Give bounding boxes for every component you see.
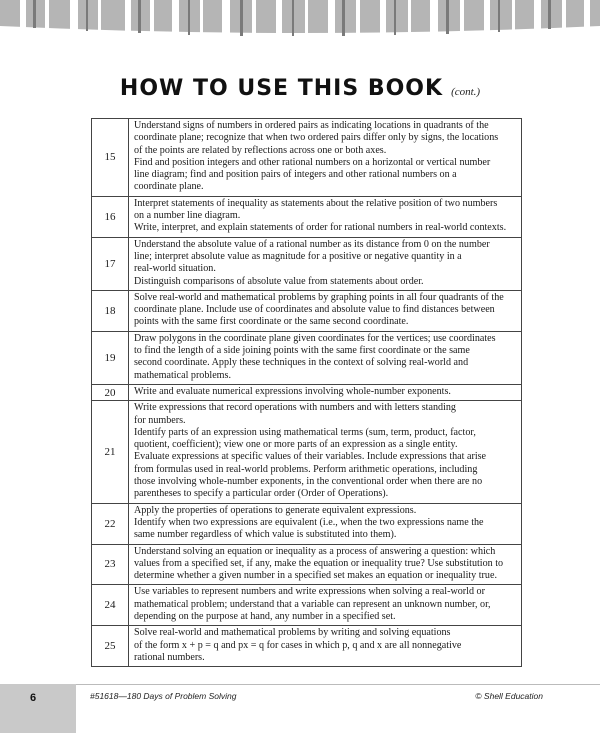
standard-text-line: Evaluate expressions at specific values of their variables. Include expressions that arise	[134, 451, 487, 463]
standard-text-line: values from a specified set, if any, make the equation or inequality true? Use substitution to	[134, 557, 504, 569]
standard-description	[129, 626, 522, 667]
standard-text-line: Write expressions that record operations with numbers and with letters standing	[134, 402, 456, 414]
standard-description	[129, 544, 522, 585]
standard-description	[129, 119, 522, 197]
standard-row	[92, 196, 522, 237]
standard-number: 15	[92, 119, 129, 197]
standards-table	[91, 118, 522, 667]
page-title: HOW TO USE THIS BOOK	[119, 76, 444, 101]
page-subtitle: (cont.)	[451, 86, 481, 98]
standard-text-line: second coordinate. Apply these techniques in the context of solving real-world and	[134, 357, 469, 369]
standard-text-line: Draw polygons in the coordinate plane given coordinates for the vertices; use coordinates	[134, 332, 496, 344]
standard-number: 18	[92, 290, 129, 331]
standard-text-line: determine whether a given number in a specified set makes an equation or inequality true.	[134, 570, 497, 582]
standard-text-line: Solve real-world and mathematical problems by writing and solving equations	[134, 627, 451, 639]
standard-number: 17	[92, 237, 129, 290]
standard-text-line: Write, interpret, and explain statements of order for rational numbers in real-world contexts.	[134, 222, 507, 234]
standard-number: 16	[92, 196, 129, 237]
standard-description	[129, 384, 522, 400]
standard-text-line: rational numbers.	[134, 651, 205, 663]
standard-text-line: Apply the properties of operations to generate equivalent expressions.	[134, 504, 417, 516]
standard-text-line: on a number line diagram.	[134, 210, 241, 222]
standard-text-line: Understand the absolute value of a rational number as its distance from 0 on the number	[134, 238, 490, 250]
standard-text-line: of the points are related by reflections across one or both axes.	[134, 144, 387, 156]
standard-row	[92, 384, 522, 400]
page-heading	[0, 76, 600, 101]
standard-number: 22	[92, 503, 129, 544]
standard-description	[129, 401, 522, 503]
standard-description	[129, 237, 522, 290]
standard-text-line: points with the same first coordinate or the same second coordinate.	[134, 316, 409, 328]
standard-text-line: mathematical problem; understand that a variable can represent an unknown number, or,	[134, 598, 491, 610]
standard-text-line: from formulas used in real-world problems. Perform arithmetic operations, including	[134, 463, 478, 475]
standard-text-line: coordinate plane. Include use of coordinates and absolute value to find distances between	[134, 304, 495, 316]
standard-text-line: line diagram; find and position pairs of integers and other rational numbers on a	[134, 169, 457, 181]
footer-product: #51618—180 Days of Problem Solving	[90, 691, 237, 701]
standard-text-line: mathematical problems.	[134, 369, 231, 381]
standard-text-line: line; interpret absolute value as magnitude for a positive or negative quantity in a	[134, 250, 462, 262]
standard-text-line: Identify parts of an expression using mathematical terms (sum, term, product, factor,	[134, 426, 476, 438]
standard-row	[92, 585, 522, 626]
standard-row	[92, 290, 522, 331]
standard-description	[129, 290, 522, 331]
standard-description	[129, 331, 522, 384]
standard-text-line: Solve real-world and mathematical problems by graphing points in all four quadrants of the	[134, 291, 504, 303]
standard-number: 21	[92, 401, 129, 503]
standard-text-line: Understand solving an equation or inequality as a process of answering a question: which	[134, 545, 496, 557]
standard-description	[129, 503, 522, 544]
standard-row	[92, 119, 522, 197]
standard-row	[92, 401, 522, 503]
standard-text-line: parentheses to specify a particular order (Order of Operations).	[134, 488, 389, 500]
standard-text-line: Use variables to represent numbers and write expressions when solving a real-world or	[134, 586, 485, 598]
standard-description	[129, 196, 522, 237]
standard-number: 23	[92, 544, 129, 585]
standard-row	[92, 503, 522, 544]
standard-text-line: of the form x + p = q and px = q for cases in which p, q and x are all nonnegative	[134, 639, 462, 651]
standard-text-line: Understand signs of numbers in ordered pairs as indicating locations in quadrants of the	[134, 120, 489, 131]
standard-text-line: Distinguish comparisons of absolute value from statements about order.	[134, 275, 424, 287]
standard-number: 20	[92, 384, 129, 400]
standard-number: 19	[92, 331, 129, 384]
standard-text-line: quotient, coefficient); view one or more parts of an expression as a single entity.	[134, 439, 458, 451]
standard-number: 25	[92, 626, 129, 667]
standard-text-line: Interpret statements of inequality as statements about the relative position of two numbers	[134, 197, 498, 209]
standard-row	[92, 237, 522, 290]
standard-row	[92, 331, 522, 384]
page-number: 6	[30, 692, 37, 704]
standard-text-line: real-world situation.	[134, 263, 216, 275]
standard-text-line: Find and position integers and other rational numbers on a horizontal or vertical number	[134, 156, 491, 168]
decorative-banner	[0, 0, 600, 46]
standard-row	[92, 626, 522, 667]
standard-text-line: Write and evaluate numerical expressions involving whole-number exponents.	[134, 385, 451, 397]
standard-text-line: Identify when two expressions are equivalent (i.e., when the two expressions name the	[134, 516, 484, 528]
footer-page-tab	[0, 684, 76, 733]
standard-text-line: to find the length of a side joining points with the same first coordinate or the same	[134, 345, 470, 357]
standard-number: 24	[92, 585, 129, 626]
footer-publisher: © Shell Education	[475, 691, 543, 701]
standard-text-line: coordinate plane.	[134, 181, 204, 193]
standard-text-line: those involving whole-number exponents, in the conventional order when there are no	[134, 476, 483, 488]
pencil-stripes-graphic	[0, 0, 600, 46]
standard-description	[129, 585, 522, 626]
standard-row	[92, 544, 522, 585]
standard-text-line: same number regardless of which value is substituted into them).	[134, 529, 397, 541]
standard-text-line: coordinate plane; recognize that when two ordered pairs differ only by signs, the locations	[134, 132, 499, 144]
standard-text-line: for numbers.	[134, 414, 186, 426]
footer-divider	[76, 684, 600, 685]
standard-text-line: depending on the purpose at hand, any number in a specified set.	[134, 610, 396, 622]
